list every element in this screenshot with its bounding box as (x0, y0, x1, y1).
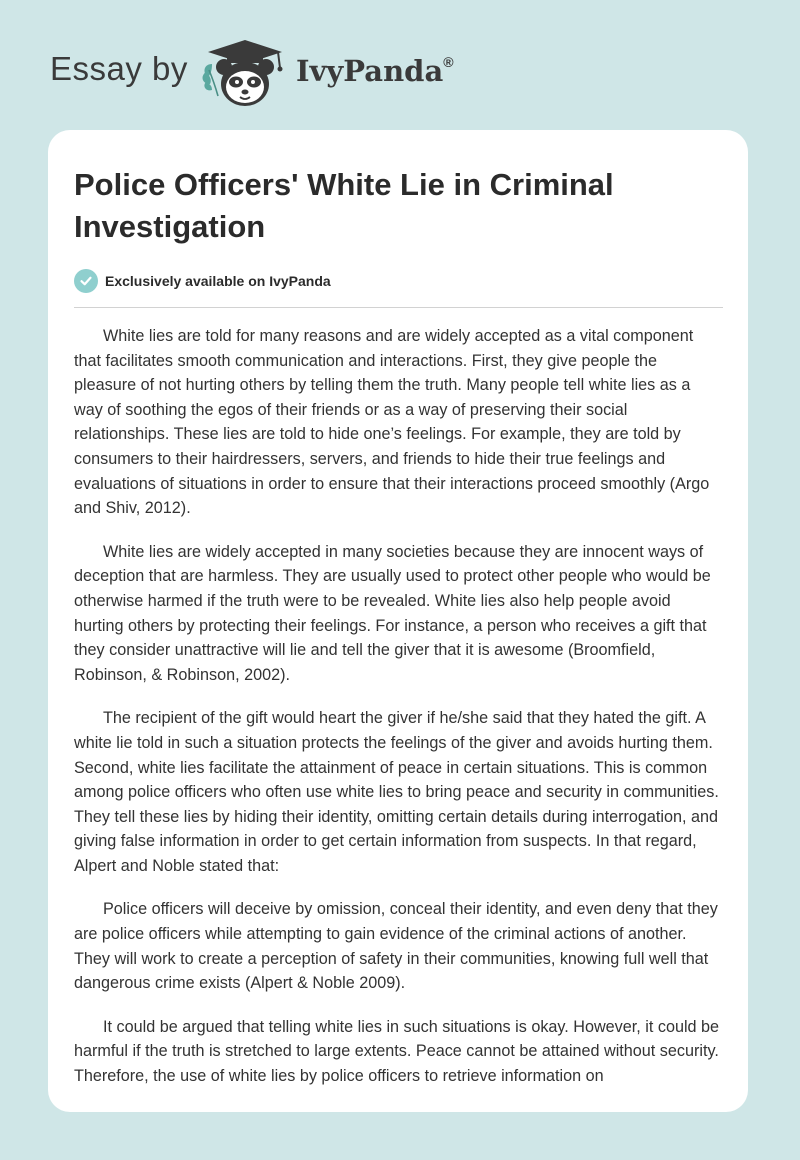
paragraph: It could be argued that telling white lies in such situations is okay. However, it could be harmful if the truth is stretched to large extents. Peace cannot be attained without security. Therefore, the use of white lies by police officers to retrieve information on (74, 1017, 720, 1086)
check-circle-icon (74, 269, 98, 293)
essay-content (74, 164, 723, 1108)
essay-body (74, 324, 723, 1089)
essay-by-label: Essay by (50, 50, 188, 87)
quote-paragraph: Police officers will deceive by omission, conceal their identity, and even deny that they are police officers while attempting to gain evidence of the criminal actions of another. They will work to create a perception of safety in their communities, knowing full well that dangerous crime exists (Alpert & Noble 2009). (74, 900, 718, 993)
paragraph: The recipient of the gift would heart the giver if he/she said that they hated the gift. A white lie told in such a situation protects the feelings of the giver and avoids hurting them. Second, white lies facilitate the attainment of peace in certain situations. This is common among police officers who often use white lies to bring peace and security in communities. They tell these lies by hiding their identity, omitting certain details during interrogation, and giving false information in order to get certain information from suspects. In that regard, Alpert and Noble stated that: (74, 709, 719, 875)
registered-mark: ® (443, 54, 454, 70)
ivypanda-wordmark[interactable] (296, 54, 454, 88)
essay-title: Police Officers' White Lie in Criminal Investigation (74, 167, 614, 244)
brand-name-text: IvyPanda (296, 54, 444, 88)
exclusive-label: Exclusively available on IvyPanda (105, 273, 331, 289)
paragraph: White lies are widely accepted in many societies because they are innocent ways of deception that are harmless. They are usually used to protect other people who would be otherwise harmed if the truth were to be revealed. White lies also help people avoid hurting others by protecting their feelings. For instance, a person who receives a gift that they consider unattractive will lie and tell the giver that it is awesome (Broomfield, Robinson, & Robinson, 2002). (74, 542, 711, 684)
divider (74, 307, 723, 308)
panda-graduate-icon[interactable] (200, 34, 290, 110)
site-header (50, 34, 550, 114)
essay-card (48, 130, 748, 1112)
paragraph: White lies are told for many reasons and are widely accepted as a vital component that facilitates smooth communication and interactions. First, they give people the pleasure of not hurting others by telling them the truth. Many people tell white lies as a way of soothing the egos of their friends or as a way of preserving their social relationships. These lies are told to hide one’s feelings. For example, they are told by consumers to their hairdressers, servers, and friends to hide their true feelings and evaluations of situations in order to ensure that their interactions proceed smoothly (Argo and Shiv, 2012). (74, 327, 710, 518)
exclusive-badge-row (74, 268, 723, 294)
